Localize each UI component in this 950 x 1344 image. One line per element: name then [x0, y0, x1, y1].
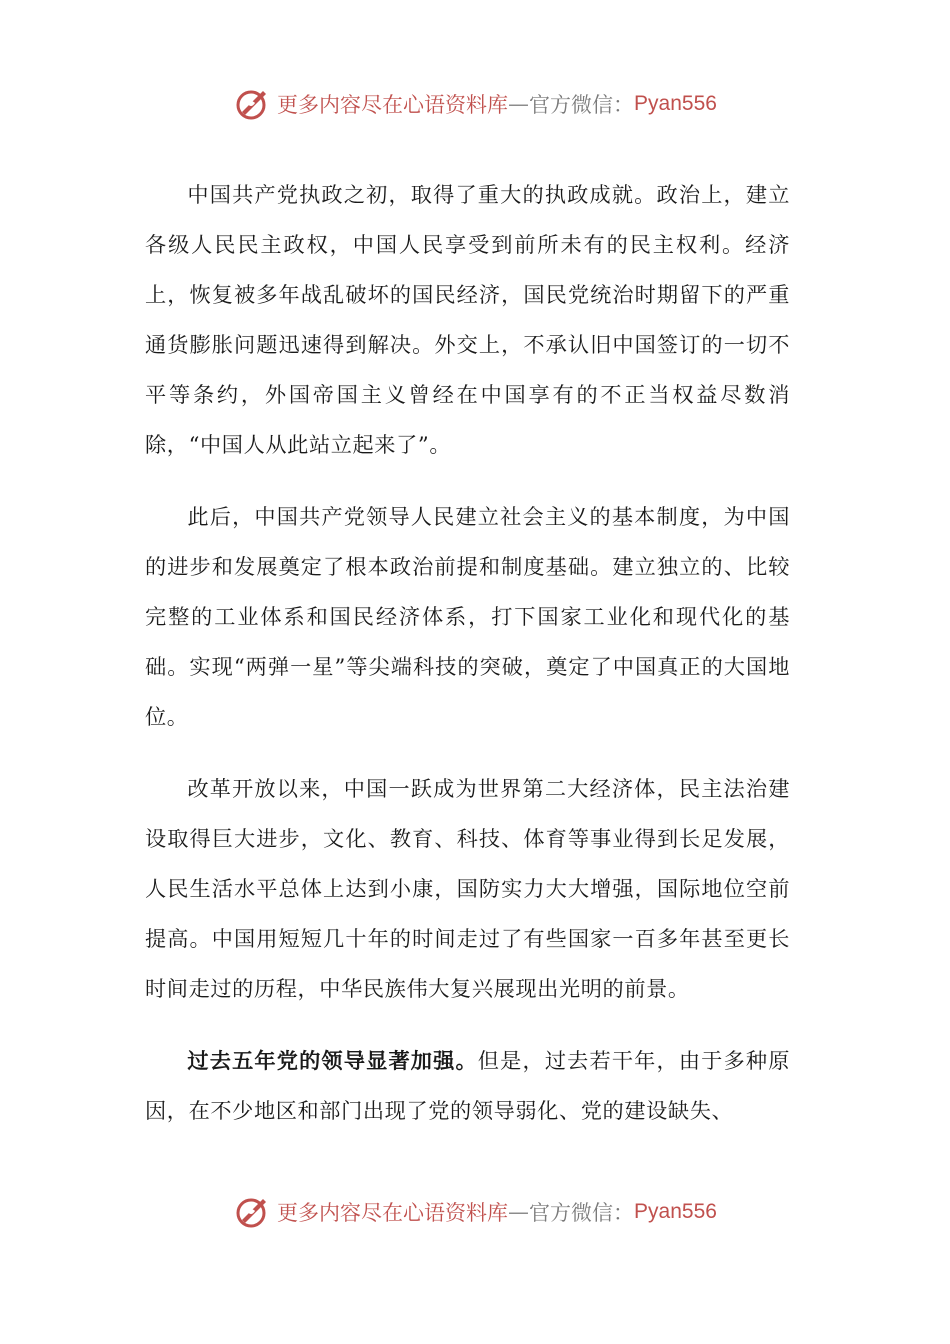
- pen-logo-icon: [233, 85, 271, 123]
- paragraph-2-text: 此后，中国共产党领导人民建立社会主义的基本制度，为中国的进步和发展奠定了根本政治前提和制度基础。建立独立的、比较完整的工业体系和国民经济体系，打下国家工业化和现代化的基础。实现“两弹一星”等尖端科技的突破，奠定了中国真正的大国地位。: [145, 504, 790, 729]
- wechat-id: Pyan556: [634, 92, 717, 115]
- header-banner: [0, 84, 950, 124]
- footer-banner: [0, 1192, 950, 1232]
- paragraph-1-text: 中国共产党执政之初，取得了重大的执政成就。政治上，建立各级人民民主政权，中国人民享受到前所未有的民主权利。经济上，恢复被多年战乱破坏的国民经济，国民党统治时期留下的严重通货膨胀问题迅速得到解决。外交上，不承认旧中国签订的一切不平等条约，外国帝国主义曾经在中国享有的不正当权益尽数消除，“中国人从此站立起来了”。: [145, 182, 790, 457]
- wechat-id: Pyan556: [634, 1200, 717, 1223]
- paragraph-2: [145, 492, 790, 742]
- paragraph-4-text: 但是，过去若干年，由于多种原因，在不少地区和部门出现了党的领导弱化、党的建设缺失、: [145, 1048, 790, 1123]
- document-body: [145, 170, 790, 1158]
- wechat-label: 官方微信：: [529, 93, 635, 117]
- banner-dash: —: [508, 92, 530, 116]
- paragraph-3-text: 改革开放以来，中国一跃成为世界第二大经济体，民主法治建设取得巨大进步，文化、教育、科技、体育等事业得到长足发展，人民生活水平总体上达到小康，国防实力大大增强，国际地位空前提高。中国用短短几十年的时间走过了有些国家一百多年甚至更长时间走过的历程，中华民族伟大复兴展现出光明的前景。: [145, 776, 790, 1001]
- wechat-label: 官方微信：: [529, 1201, 635, 1225]
- site-name-text: 更多内容尽在心语资料库: [277, 1201, 509, 1225]
- paragraph-1: [145, 170, 790, 470]
- pen-logo-icon: [233, 1193, 271, 1231]
- banner-dash: —: [508, 1200, 530, 1224]
- paragraph-4-heading: 过去五年党的领导显著加强。: [187, 1048, 478, 1073]
- site-name-text: 更多内容尽在心语资料库: [277, 93, 509, 117]
- paragraph-4: [145, 1036, 790, 1136]
- paragraph-3: [145, 764, 790, 1014]
